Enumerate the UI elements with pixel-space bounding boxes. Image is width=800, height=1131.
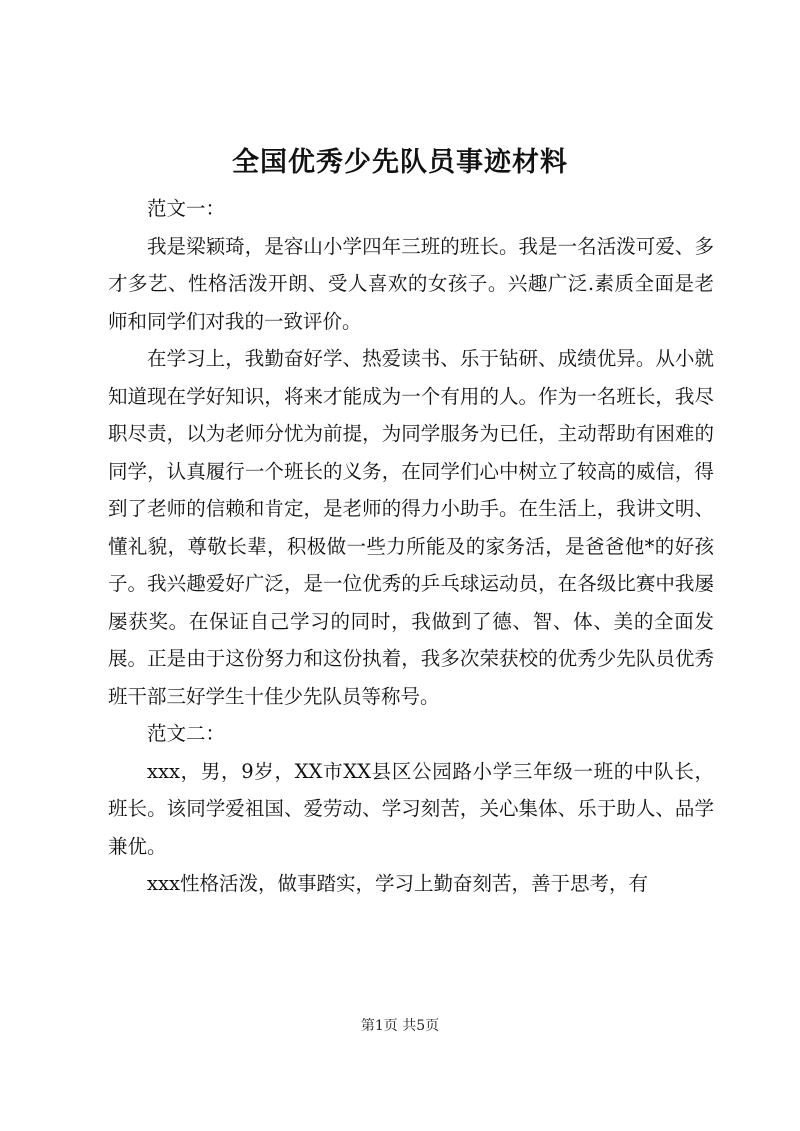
document-title: 全国优秀少先队员事迹材料	[232, 147, 568, 178]
section-heading-2: 范文二：	[147, 722, 226, 745]
page-number-footer: 第1页 共5页	[360, 1018, 440, 1034]
section-heading-1: 范文一：	[147, 197, 226, 220]
paragraph-intro: 我是梁颖琦，是容山小学四年三班的班长。我是一名活泼可爱、多才多艺、性格活泼开朗、受人喜欢的女孩子。兴趣广泛.素质全面是老师和同学们对我的一致评价。	[108, 234, 714, 333]
document-body	[108, 190, 714, 903]
paragraph-study-life: 在学习上，我勤奋好学、热爱读书、乐于钻研、成绩优异。从小就知道现在学好知识，将来才能成为一个有用的人。作为一名班长，我尽职尽责，以为老师分忧为前提，为同学服务为已任，主动帮助有困难的同学，认真履行一个班长的义务，在同学们心中树立了较高的威信，得到了老师的信赖和肯定，是老师的得力小助手。在生活上，我讲文明、懂礼貌，尊敬长辈，积极做一些力所能及的家务活，是爸爸他*的好孩子。我兴趣爱好广泛，是一位优秀的乒乓球运动员，在各级比赛中我屡屡获奖。在保证自己学习的同时，我做到了德、智、体、美的全面发展。正是由于这份努力和这份执着，我多次荣获校的优秀少先队员优秀班干部三好学生十佳少先队员等称号。	[108, 347, 714, 708]
paragraph-profile: xxx，男，9岁，XX市XX县区公园路小学三年级一班的中队长，班长。该同学爱祖国、爱劳动、学习刻苦，关心集体、乐于助人、品学兼优。	[108, 759, 714, 858]
paragraph-character: xxx性格活泼，做事踏实，学习上勤奋刻苦，善于思考，有	[147, 872, 648, 895]
